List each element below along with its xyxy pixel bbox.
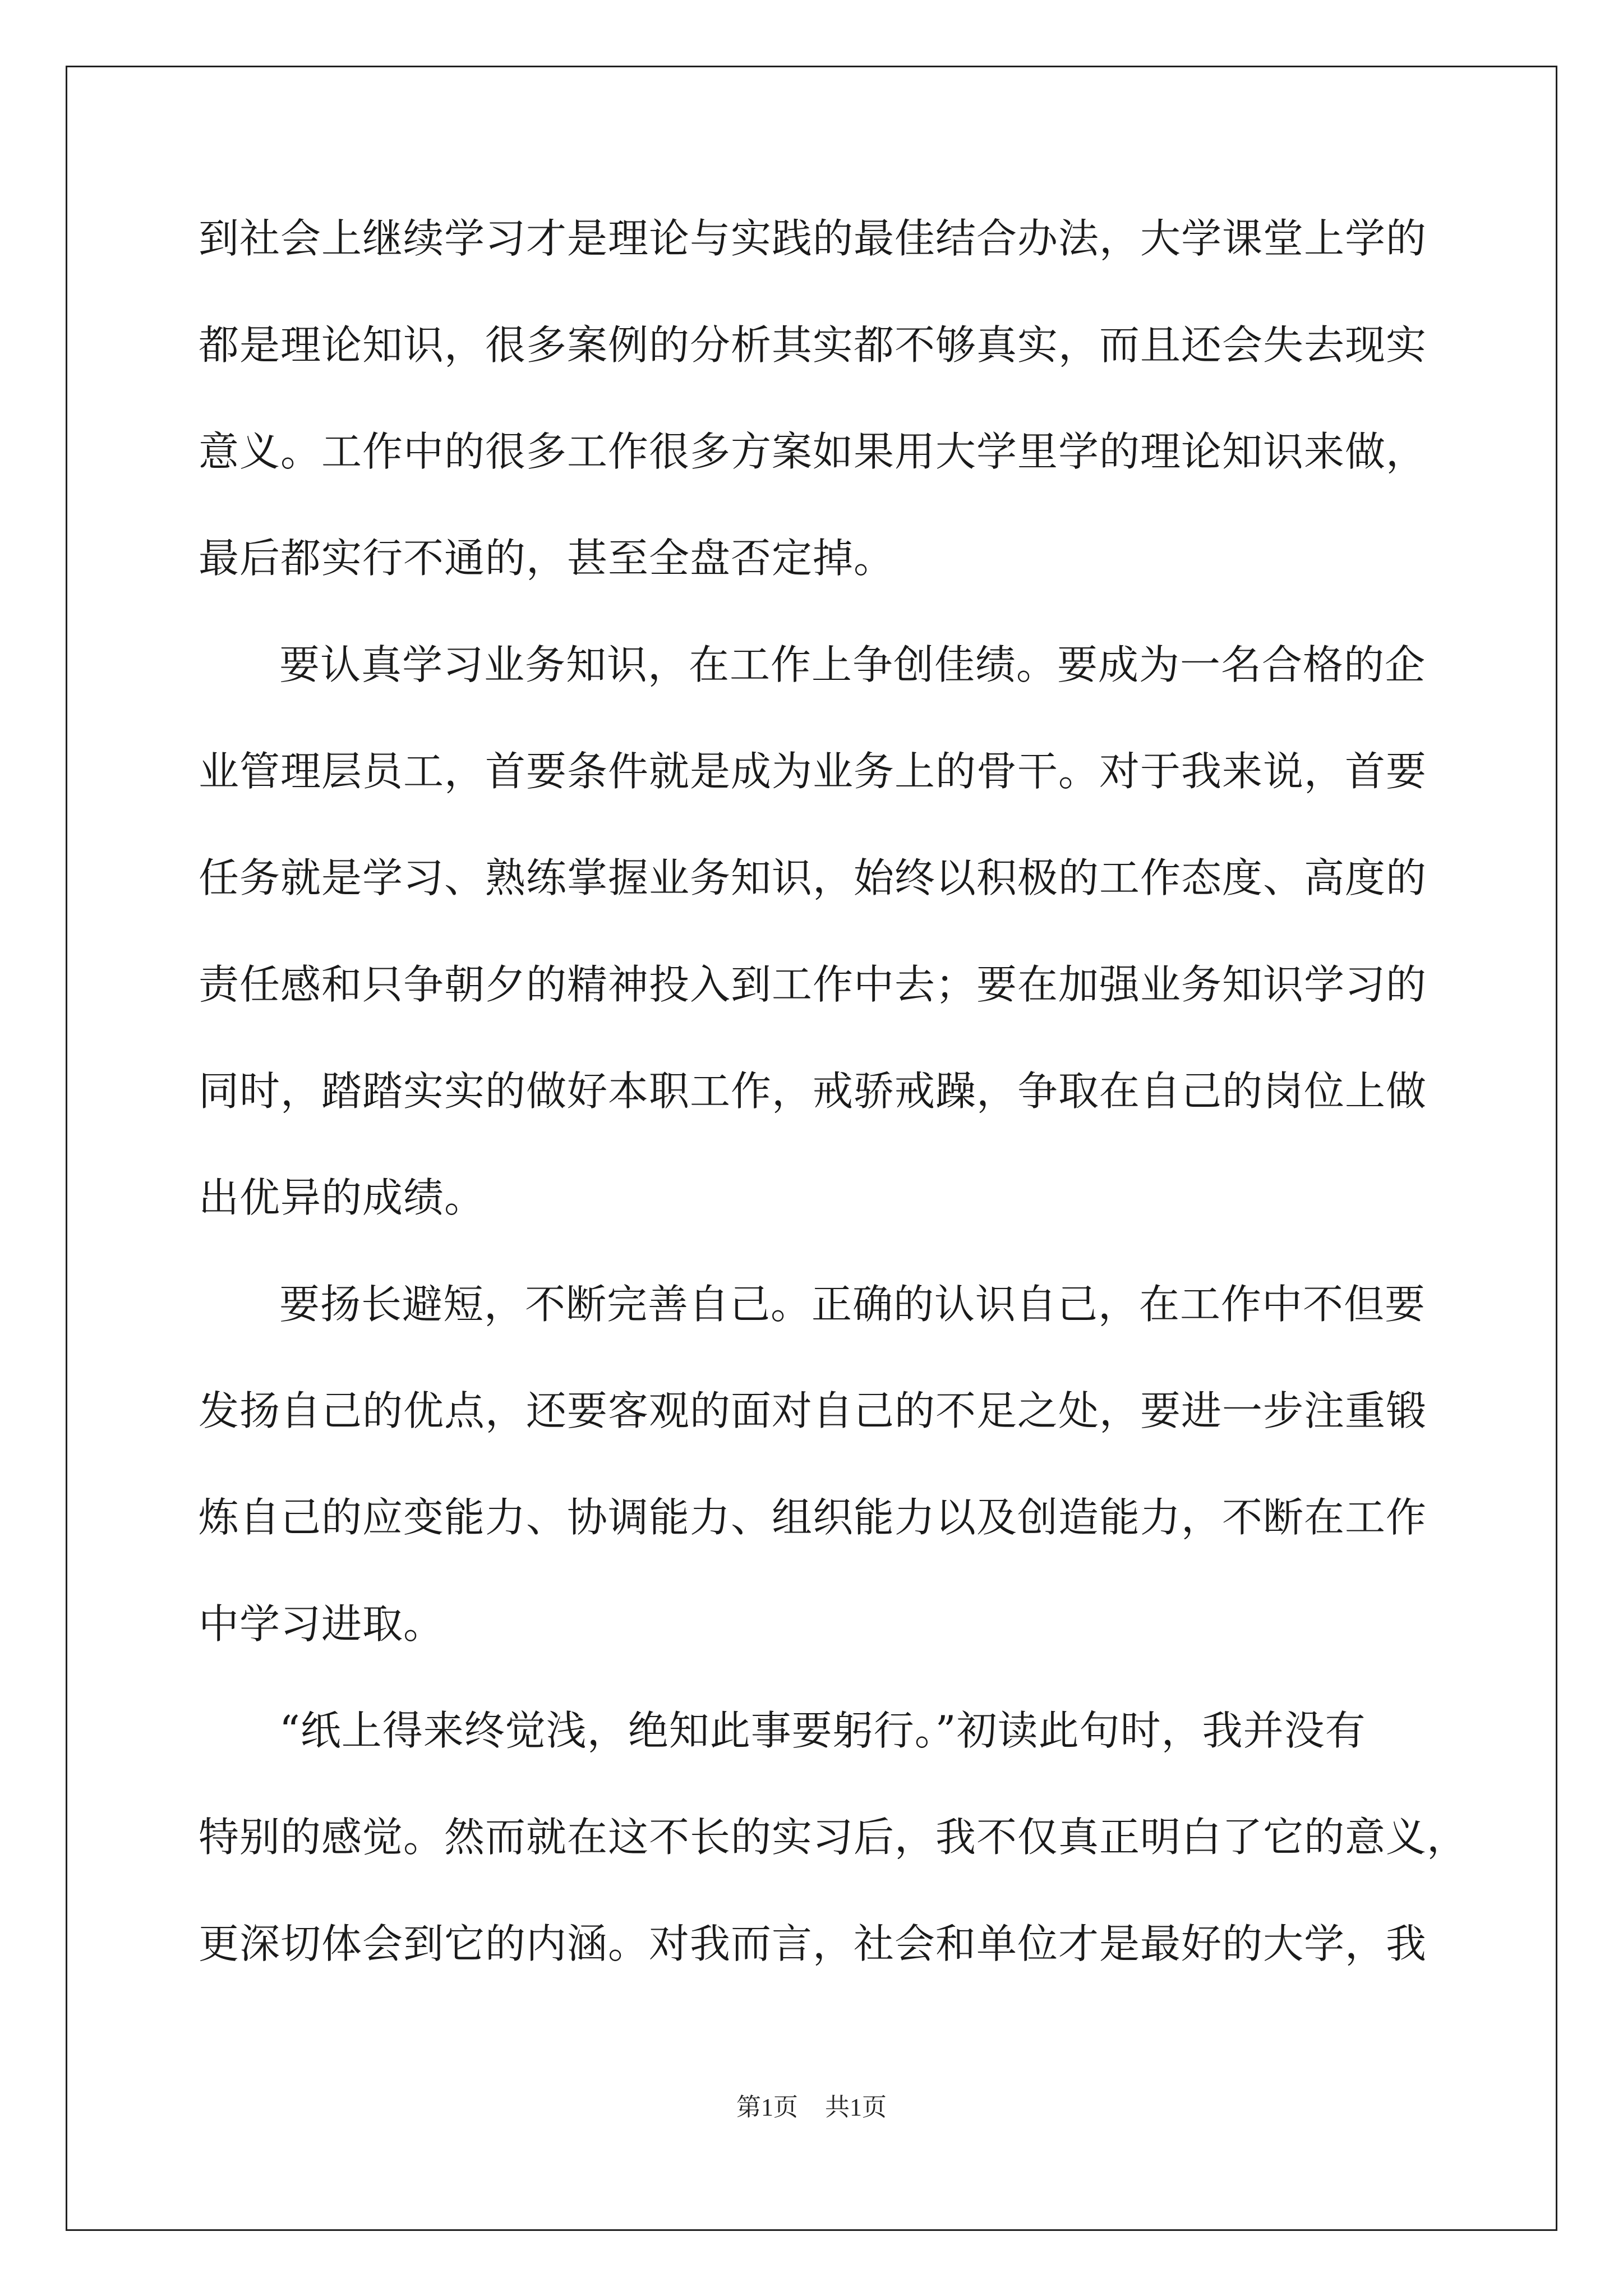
text-line: 更深切体会到它的内涵。对我而言，社会和单位才是最好的大学，我	[199, 1920, 1427, 1967]
text-line: 最后都实行不通的，甚至全盘否定掉。	[199, 535, 895, 582]
text-line: 意义。工作中的很多工作很多方案如果用大学里学的理论知识来做，	[199, 428, 1427, 475]
text-line: 特别的感觉。然而就在这不长的实习后，我不仅真正明白了它的意义，	[199, 1814, 1468, 1861]
page-footer	[0, 2087, 1623, 2123]
text-line: 出优异的成绩。	[199, 1174, 486, 1221]
text-line: 炼自己的应变能力、协调能力、组织能力以及创造能力，不断在工作	[199, 1494, 1427, 1541]
page-total: 共1页	[825, 2093, 887, 2121]
text-line: 发扬自己的优点，还要客观的面对自己的不足之处，要进一步注重锻	[199, 1387, 1427, 1434]
page-number: 第1页	[736, 2093, 798, 2121]
text-line: 都是理论知识，很多案例的分析其实都不够真实，而且还会失去现实	[199, 321, 1427, 369]
paragraph-first-line: 要认真学习业务知识，在工作上争创佳绩。要成为一名合格的企	[279, 641, 1426, 688]
page-border	[66, 66, 1557, 2231]
text-line: 任务就是学习、熟练掌握业务知识，始终以积极的工作态度、高度的	[199, 854, 1427, 901]
text-line: 业管理层员工，首要条件就是成为业务上的骨干。对于我来说，首要	[199, 748, 1427, 795]
text-line: 中学习进取。	[199, 1600, 445, 1648]
text-line: 同时，踏踏实实的做好本职工作，戒骄戒躁，争取在自己的岗位上做	[199, 1068, 1427, 1115]
text-line: 到社会上继续学习才是理论与实践的最佳结合办法，大学课堂上学的	[199, 215, 1427, 262]
text-line: 责任感和只争朝夕的精神投入到工作中去；要在加强业务知识学习的	[199, 961, 1427, 1008]
paragraph-first-line: 要扬长避短，不断完善自己。正确的认识自己，在工作中不但要	[279, 1281, 1426, 1328]
paragraph-first-line: “纸上得来终觉浅，绝知此事要躬行。”初读此句时，我并没有	[279, 1707, 1366, 1754]
